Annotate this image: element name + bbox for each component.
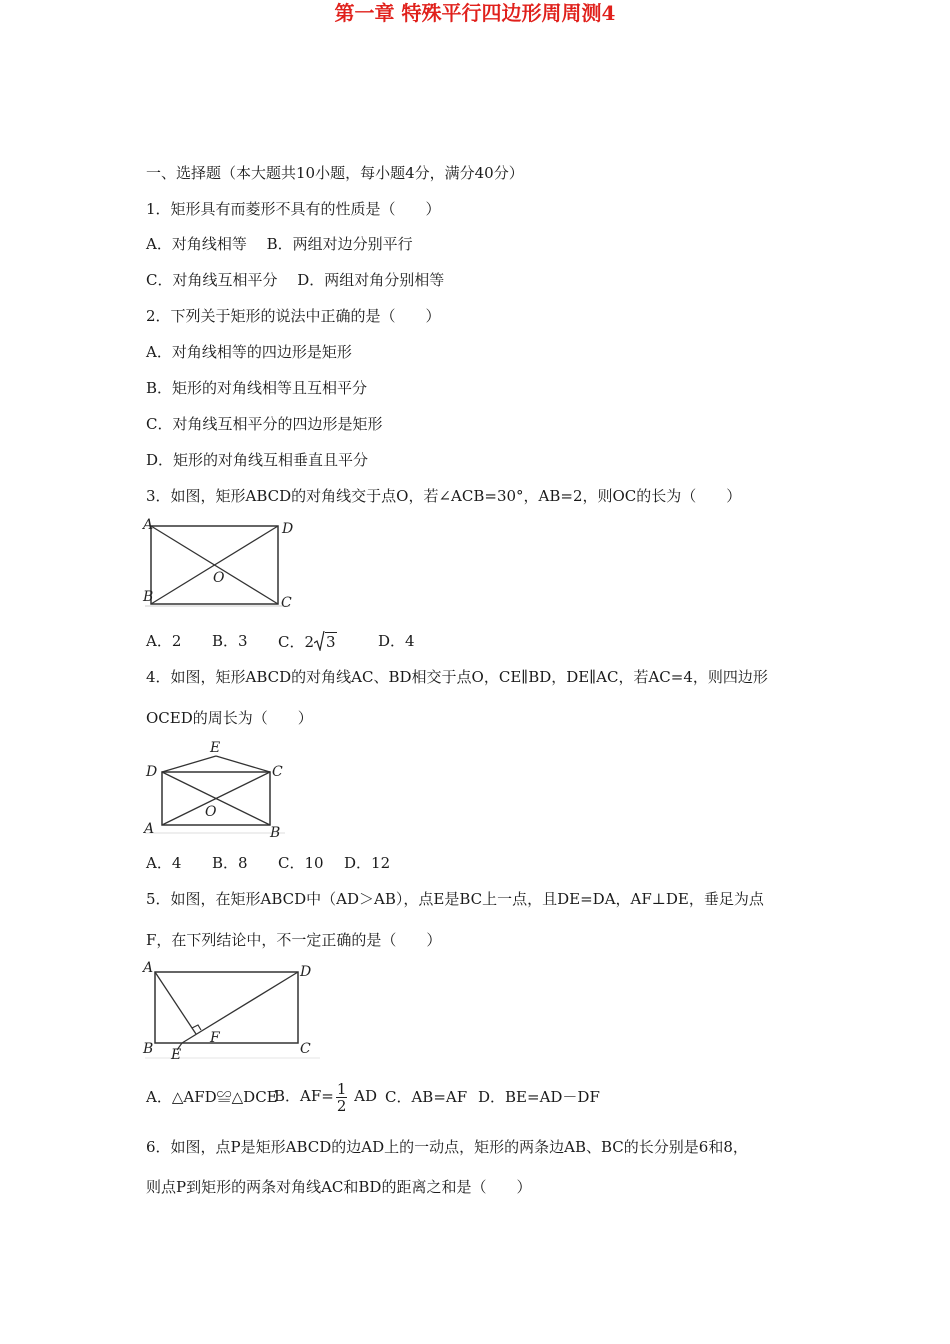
q5-label-e: E: [171, 1047, 182, 1063]
q5-option-b: [274, 1076, 377, 1116]
q5-stem-line1: 5．如图，在矩形ABCD中（AD＞AB），点E是BC上一点，且DE=DA，AF⊥DE，垂足为点: [146, 890, 764, 908]
q4-segment-ce: [216, 756, 270, 772]
q4-stem-line2: OCED的周长为（ ）: [146, 709, 313, 727]
fraction: [336, 1081, 348, 1114]
q5-figure: [140, 958, 325, 1063]
q5-option-b-prefix: B．AF=: [274, 1087, 334, 1105]
q5-label-c: C: [300, 1041, 311, 1057]
q3-label-c: C: [281, 595, 292, 611]
q5-label-f: F: [210, 1030, 220, 1046]
q4-option-c: C．10: [278, 854, 324, 872]
q5-option-b-suffix: AD: [354, 1087, 378, 1105]
q3-option-a: A．2: [146, 632, 182, 650]
q4-option-d: D．12: [344, 854, 391, 872]
q2-option-d: D．矩形的对角线互相垂直且平分: [146, 451, 369, 469]
q4-label-o: O: [205, 804, 217, 820]
sqrt-symbol: [314, 631, 337, 652]
q1-options-ab: A．对角线相等 B．两组对边分别平行: [146, 235, 413, 253]
q5-stem-line2: F，在下列结论中，不一定正确的是（ ）: [146, 931, 442, 949]
q4-option-b: B．8: [212, 854, 248, 872]
q4-label-b: B: [270, 825, 281, 841]
q3-label-o: O: [213, 570, 225, 586]
q4-label-d: D: [146, 764, 158, 780]
page-title: 第一章 特殊平行四边形周周测4: [334, 1, 616, 25]
fraction-denominator: 2: [336, 1096, 347, 1115]
q6-stem-line2: 则点P到矩形的两条对角线AC和BD的距离之和是（ ）: [146, 1178, 532, 1196]
q5-option-a: A．△AFD≌△DCE: [146, 1088, 278, 1106]
q4-label-e: E: [210, 740, 221, 756]
q5-label-b: B: [143, 1041, 154, 1057]
q4-label-c: C: [272, 764, 283, 780]
q5-label-a: A: [143, 960, 154, 976]
q6-stem-line1: 6．如图，点P是矩形ABCD的边AD上的一动点，矩形的两条边AB、BC的长分别是6和8，: [146, 1138, 748, 1156]
q5-rectangle: [155, 972, 298, 1043]
q2-option-a: A．对角线相等的四边形是矩形: [146, 343, 352, 361]
q3-label-b: B: [143, 589, 154, 605]
q1-options-cd: C．对角线互相平分 D．两组对角分别相等: [146, 271, 445, 289]
q3-label-d: D: [282, 521, 294, 537]
q2-stem: 2．下列关于矩形的说法中正确的是（ ）: [146, 307, 441, 325]
q4-stem-line1: 4．如图，矩形ABCD的对角线AC、BD相交于点O，CE∥BD，DE∥AC，若AC=4，则四边形: [146, 668, 768, 686]
q3-option-b: B．3: [212, 632, 248, 650]
q2-option-b: B．矩形的对角线相等且互相平分: [146, 379, 368, 397]
q3-figure: [140, 515, 300, 610]
q3-option-c: [278, 631, 337, 652]
q5-option-c: C．AB=AF: [385, 1088, 468, 1106]
q5-option-d: D．BE=AD－DF: [478, 1088, 600, 1106]
q5-segment-af: [155, 972, 196, 1034]
fraction-numerator: 1: [336, 1079, 347, 1098]
section-heading: 一、选择题（本大题共10小题，每小题4分，满分40分）: [146, 164, 524, 182]
q3-stem: 3．如图，矩形ABCD的对角线交于点O，若∠ACB=30°，AB=2，则OC的长为（ ）: [146, 487, 742, 505]
q3-option-c-radicand: 3: [326, 633, 336, 651]
q5-label-d: D: [300, 964, 312, 980]
q3-option-d: D．4: [378, 632, 415, 650]
q3-label-a: A: [143, 517, 154, 533]
q1-stem: 1．矩形具有而菱形不具有的性质是（ ）: [146, 200, 441, 218]
q2-option-c: C．对角线互相平分的四边形是矩形: [146, 415, 383, 433]
q3-option-c-prefix: C．2: [278, 633, 315, 651]
q4-segment-de: [162, 756, 216, 772]
q4-figure: [140, 738, 290, 843]
q4-label-a: A: [144, 821, 155, 837]
q5-segment-de: [182, 972, 298, 1043]
q4-option-a: A．4: [146, 854, 182, 872]
